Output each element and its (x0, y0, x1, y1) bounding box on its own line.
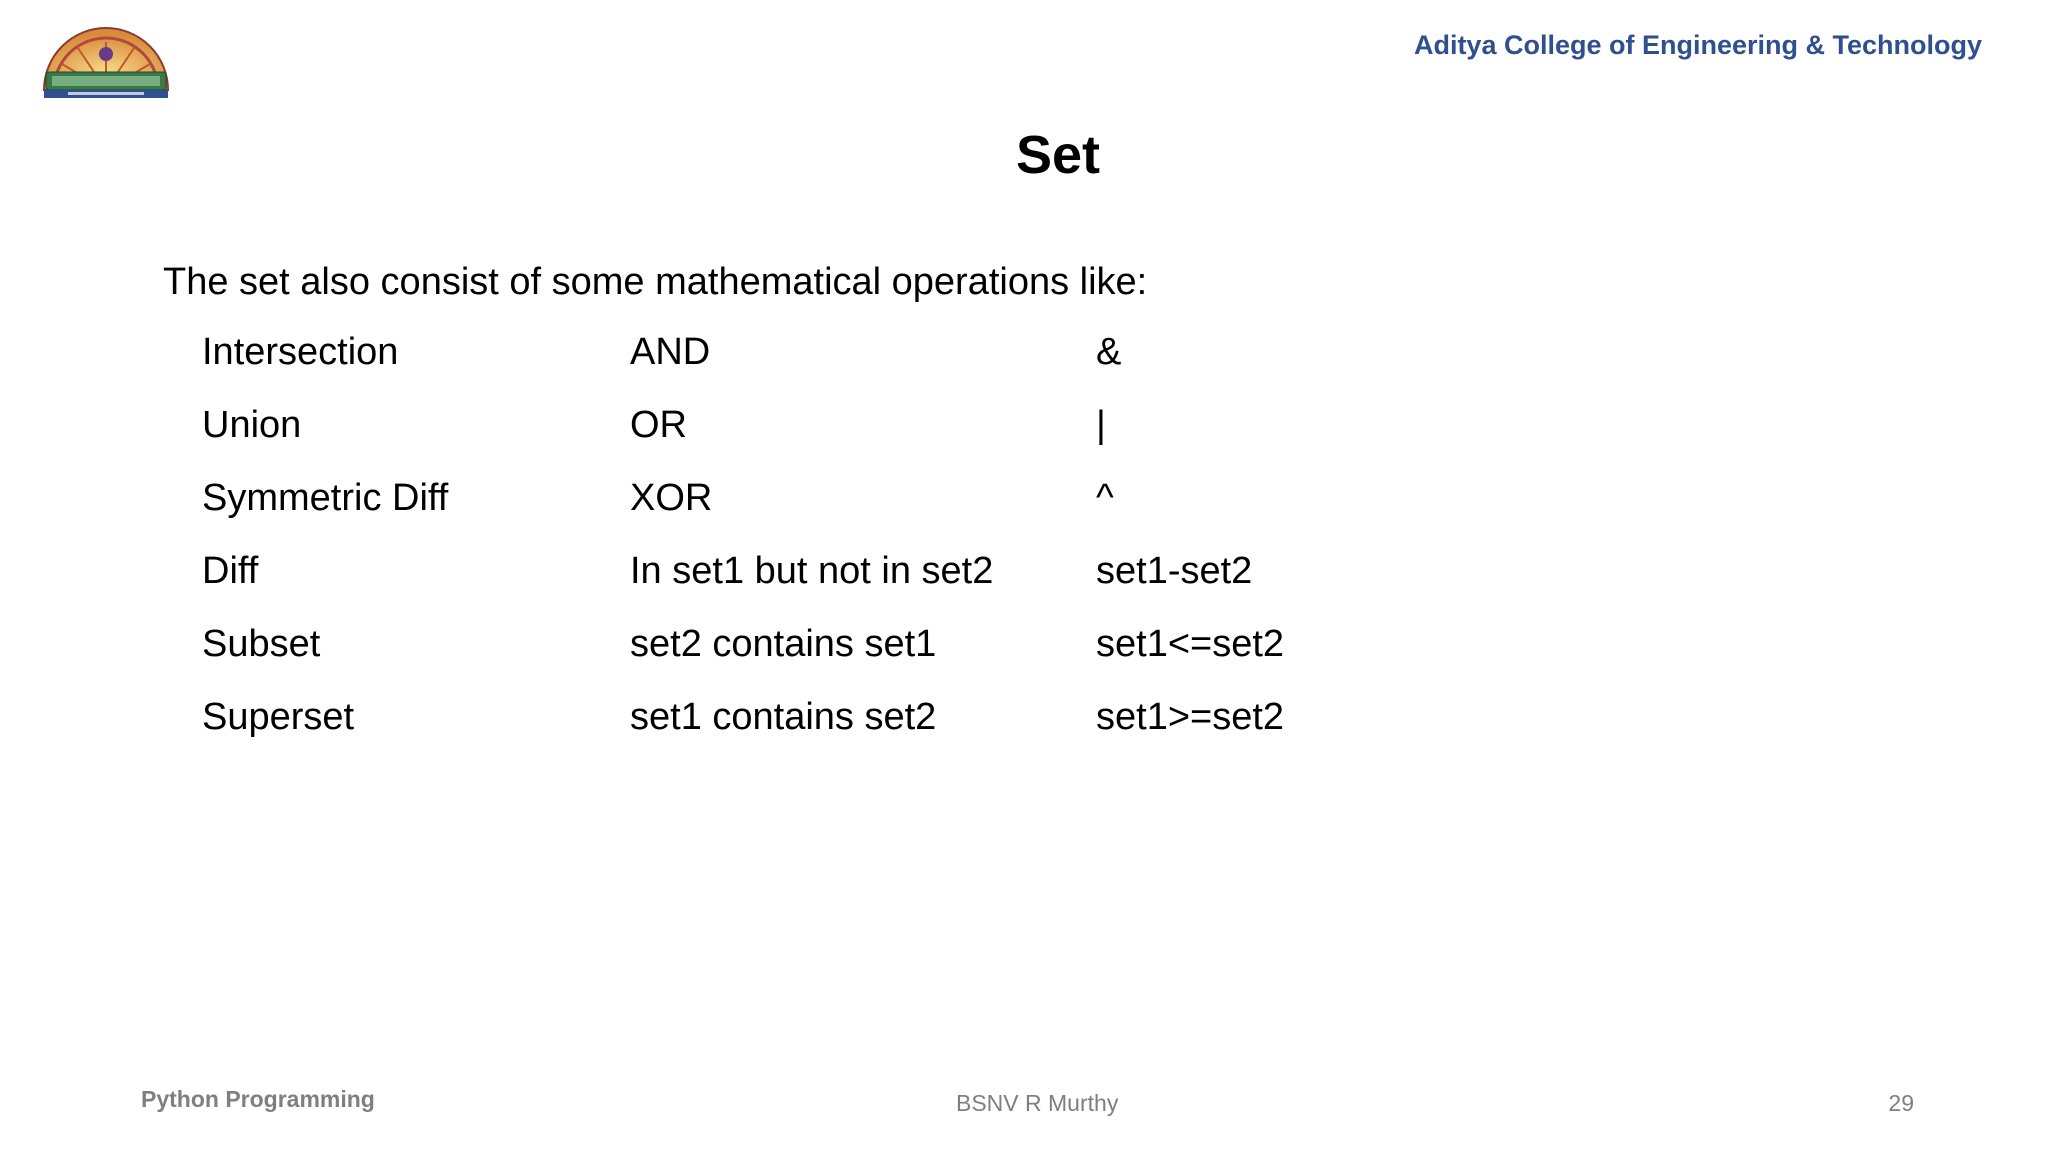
operation-description: XOR (630, 477, 713, 519)
aditya-college-logo-icon (38, 20, 174, 104)
operation-name: Symmetric Diff (202, 477, 449, 519)
operation-description: set1 contains set2 (630, 696, 937, 738)
operation-name: Intersection (202, 331, 399, 373)
slide-title: Set (1015, 125, 1101, 185)
operation-description: set2 contains set1 (630, 623, 937, 665)
operation-symbol: set1>=set2 (1096, 696, 1285, 738)
operation-name: Diff (202, 550, 259, 592)
operation-symbol: set1-set2 (1096, 550, 1253, 592)
operation-symbol: | (1096, 404, 1106, 446)
operation-description: OR (630, 404, 687, 446)
operation-description: AND (630, 331, 711, 373)
intro-text: The set also consist of some mathematical operations like: (163, 261, 1148, 303)
operation-name: Subset (202, 623, 321, 665)
footer-course: Python Programming (141, 1086, 375, 1112)
operation-symbol: & (1096, 331, 1122, 373)
footer-page-number: 29 (1888, 1090, 1914, 1116)
footer-author: BSNV R Murthy (956, 1090, 1119, 1116)
college-name: Aditya College of Engineering & Technology (1413, 30, 1982, 60)
operation-name: Union (202, 404, 302, 446)
operation-name: Superset (202, 696, 355, 738)
operation-symbol: set1<=set2 (1096, 623, 1285, 665)
operation-description: In set1 but not in set2 (630, 550, 994, 592)
operation-symbol: ^ (1096, 477, 1114, 519)
